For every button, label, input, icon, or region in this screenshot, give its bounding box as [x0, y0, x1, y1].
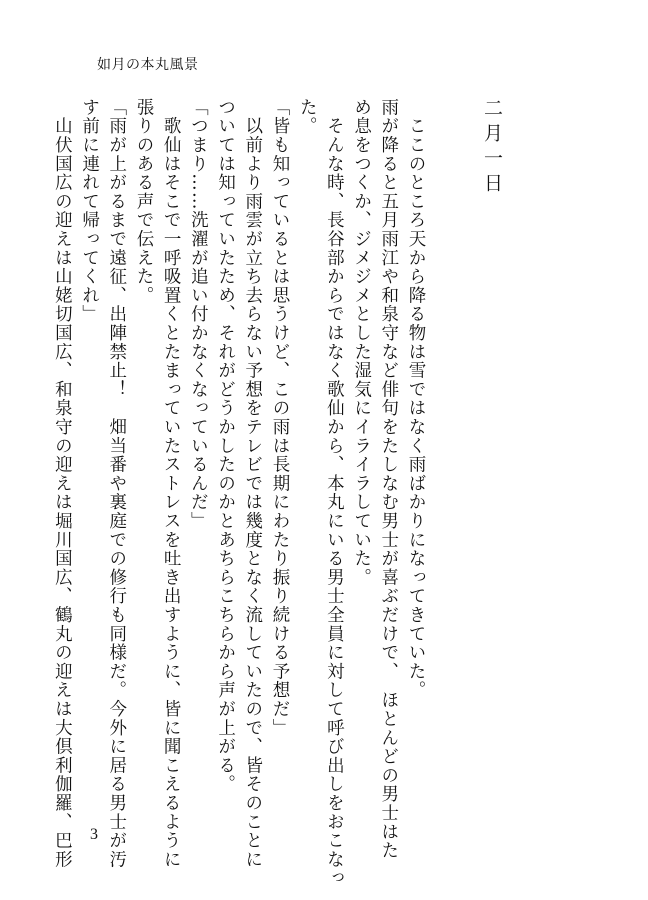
body-text — [52, 98, 429, 888]
text-line: 歌仙はそこで一呼吸置くとたまっていたストレスを吐き出すように、皆に聞こえるように — [161, 98, 182, 869]
chapter-title: 二月一日 — [481, 98, 503, 198]
text-line: す前に連れて帰ってくれ」 — [79, 98, 100, 324]
text-line: 「雨が上がるまで遠征、出陣禁止！ 畑当番や裏庭での修行も同様だ。今外に居る男士が汚 — [106, 98, 127, 869]
text-line: た。 — [297, 98, 318, 136]
text-line: め息をつくか、ジメジメとした湿気にイライラしていた。 — [351, 98, 372, 587]
text-line: 以前より雨雲が立ち去らない予想をテレビでは幾度となく流していたので、皆そのことに — [242, 98, 263, 869]
text-line: 雨が降ると五月雨江や和泉守など俳句をたしなむ男士が喜ぶだけで、 ほとんどの男士はた — [378, 98, 399, 861]
text-line: そんな時、長谷部からではなく歌仙から、本丸にいる男士全員に対して呼び出しをおこなっ — [324, 98, 345, 888]
text-line: 「皆も知っているとは思うけど、この雨は長期にわたり振り続ける予想だ」 — [269, 98, 290, 738]
text-line: 山伏国広の迎えは山姥切国広、和泉守の迎えは堀川国広、鶴丸の迎えは大倶利伽羅、巴形 — [52, 98, 73, 869]
text-line: 張りのある声で伝えた。 — [133, 98, 154, 305]
text-line: ここのところ天から降る物は雪ではなく雨ばかりになってきていた。 — [406, 98, 426, 700]
running-header: 如月の本丸風景 — [97, 57, 199, 73]
text-line: ついては知っていたため、それがどうかしたのかとあちらこちらから声が上がる。 — [215, 98, 236, 794]
text-line: 「つまり……洗濯が追い付かなくなっているんだ」 — [188, 98, 209, 531]
page-number: 3 — [90, 826, 98, 843]
